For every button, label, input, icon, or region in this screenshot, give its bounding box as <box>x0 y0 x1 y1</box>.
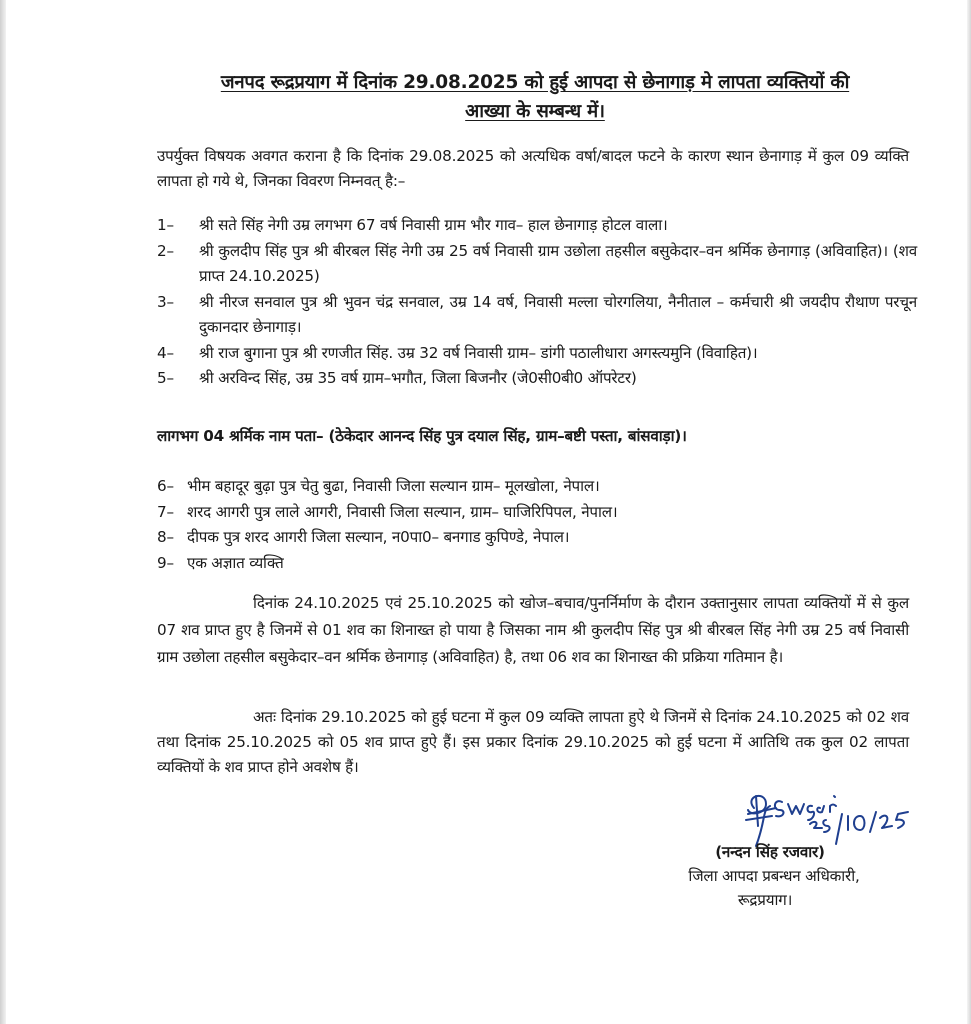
list-item-text: श्री नीरज सनवाल पुत्र श्री भुवन चंद्र सनवाल, उम्र 14 वर्ष, निवासी मल्ला चोरगलिया, नैनीताल – कर्मचारी श्री जयदीप रौथाण परचून दुकानदार छेनागाड़। <box>199 292 917 336</box>
signature-stroke <box>823 820 829 832</box>
signature-stroke <box>808 806 815 820</box>
list-item <box>157 474 837 500</box>
handwritten-signature <box>736 786 926 848</box>
list-item-number: 2– <box>157 241 174 260</box>
search-paragraph-text: दिनांक 24.10.2025 एवं 25.10.2025 को खोज–बचाव/पुनर्निर्माण के दौरान उक्तानुसार लापता व्यक्तियों में से कुल 07 शव प्राप्त हुए है जिनमें से 01 शव का शिनाख्त हो पाया है जिसका नाम श्री कुलदीप सिंह पुत्र श्री बीरबल सिंह नेगी उम्र 25 वर्ष निवासी ग्राम उछोला तहसील बसुकेदार–वन श्रर्मिक छेनागाड़ (अविवाहित) है, तथा 06 शव का शिनाख्त की प्रक्रिया गतिमान है। <box>157 594 909 666</box>
missing-persons-list <box>157 213 917 392</box>
list-item <box>157 290 917 341</box>
list-item-number: 6– <box>157 477 174 495</box>
title-line-2: आख्या के सम्बन्ध में। <box>465 101 605 122</box>
document-title <box>160 68 910 126</box>
signatory-place: रूद्रप्रयाग। <box>737 891 793 909</box>
signature-stroke <box>830 805 836 813</box>
list-item-number: 3– <box>157 292 174 311</box>
signature-stroke <box>880 816 892 828</box>
list-item <box>157 213 917 239</box>
signatory-name: (नन्दन सिंह रजवार) <box>715 843 825 861</box>
list-item-number: 4– <box>157 343 174 362</box>
list-item <box>157 239 917 290</box>
list-item-text: श्री राज बुगाना पुत्र श्री रणजीत सिंह. उम्र 32 वर्ष निवासी ग्राम– डांगी पठालीधारा अगस्त्यमुनि (विवाहित)। <box>199 343 758 362</box>
list-item-text: श्री कुलदीप सिंह पुत्र श्री बीरबल सिंह नेगी उम्र 25 वर्ष निवासी ग्राम उछोला तहसील बसुकेदार–वन श्रर्मिक छेनागाड़ (अविवाहित)। (शव प्राप्त 24.10.2025) <box>199 241 917 285</box>
list-item <box>157 525 837 551</box>
list-item <box>157 500 837 526</box>
list-item-text: दीपक पुत्र शरद आगरी जिला सल्यान, न0पा0– बनगाड कुपिण्डे, नेपाल। <box>187 528 570 546</box>
signature-stroke <box>870 812 876 832</box>
list-item-number: 9– <box>157 553 174 572</box>
signatory-block <box>620 840 910 912</box>
list-item <box>157 341 917 367</box>
intro-paragraph: उपर्युक्त विषयक अवगत कराना है कि दिनांक 29.08.2025 को अत्यधिक वर्षा/बादल फटने के कारण स्थान छेनागाड़ में कुल 09 व्यक्ति लापता हो गये थे, जिनका विवरण निम्नवत् है:– <box>157 147 909 190</box>
list-item-number: 5– <box>157 369 174 387</box>
list-item <box>157 366 917 392</box>
workers-list <box>157 474 837 576</box>
signature-stroke <box>854 816 865 830</box>
signature-stroke <box>834 796 835 797</box>
list-item-number: 7– <box>157 502 174 521</box>
list-item-text: श्री सते सिंह नेगी उम्र लगभग 67 वर्ष निवासी ग्राम भौर गाव– हाल छेनागाड़ होटल वाला। <box>199 216 668 234</box>
signature-stroke <box>748 808 776 814</box>
title-line-1: जनपद रूद्रप्रयाग में दिनांक 29.08.2025 को हुई आपदा से छेनागाड़ मे लापता व्यक्तियों की <box>220 72 850 93</box>
list-item-text: भीम बहादूर बुढ़ा पुत्र चेतु बुढा, निवासी जिला सल्यान ग्राम– मूलखोला, नेपाल। <box>187 477 600 495</box>
list-item-number: 8– <box>157 528 174 546</box>
signature-stroke <box>746 816 772 820</box>
list-item-number: 1– <box>157 216 174 234</box>
signatory-designation: जिला आपदा प्रबन्धन अधिकारी, <box>688 867 860 885</box>
list-item-text: एक अज्ञात व्यक्ति <box>187 553 284 572</box>
signature-stroke <box>775 801 784 816</box>
list-item-text: श्री अरविन्द सिंह, उम्र 35 वर्ष ग्राम–भगौत, जिला बिजनौर (जे0सी0बी0 ऑपरेटर) <box>199 369 637 387</box>
signature-stroke <box>896 812 908 828</box>
workers-heading: लागभग 04 श्रर्मिक नाम पता– (ठेकेदार आनन्द सिंह पुत्र दयाल सिंह, ग्राम–बष्टी पस्ता, बांसवाड़ा)। <box>157 427 687 445</box>
signature-stroke <box>817 806 824 812</box>
summary-paragraph-text: अतः दिनांक 29.10.2025 को हुई घटना में कुल 09 व्यक्ति लापता हुऐ थे जिनमें से दिनांक 24.10.2025 को 02 शव तथा दिनांक 25.10.2025 को 05 शव प्राप्त हुऐ हैं। इस प्रकार दिनांक 29.10.2025 को हुई घटना में आतिथि तक कुल 02 लापता व्यक्तियों के शव प्राप्त होने अवशेष हैं। <box>157 708 909 776</box>
signature-stroke <box>810 822 822 828</box>
list-item <box>157 551 837 577</box>
search-paragraph <box>157 590 909 671</box>
list-item-text: शरद आगरी पुत्र लाले आगरी, निवासी जिला सल्यान, ग्राम– घाजिरिपिपल, नेपाल। <box>187 502 618 521</box>
summary-paragraph <box>157 705 909 780</box>
signature-stroke <box>788 804 804 814</box>
